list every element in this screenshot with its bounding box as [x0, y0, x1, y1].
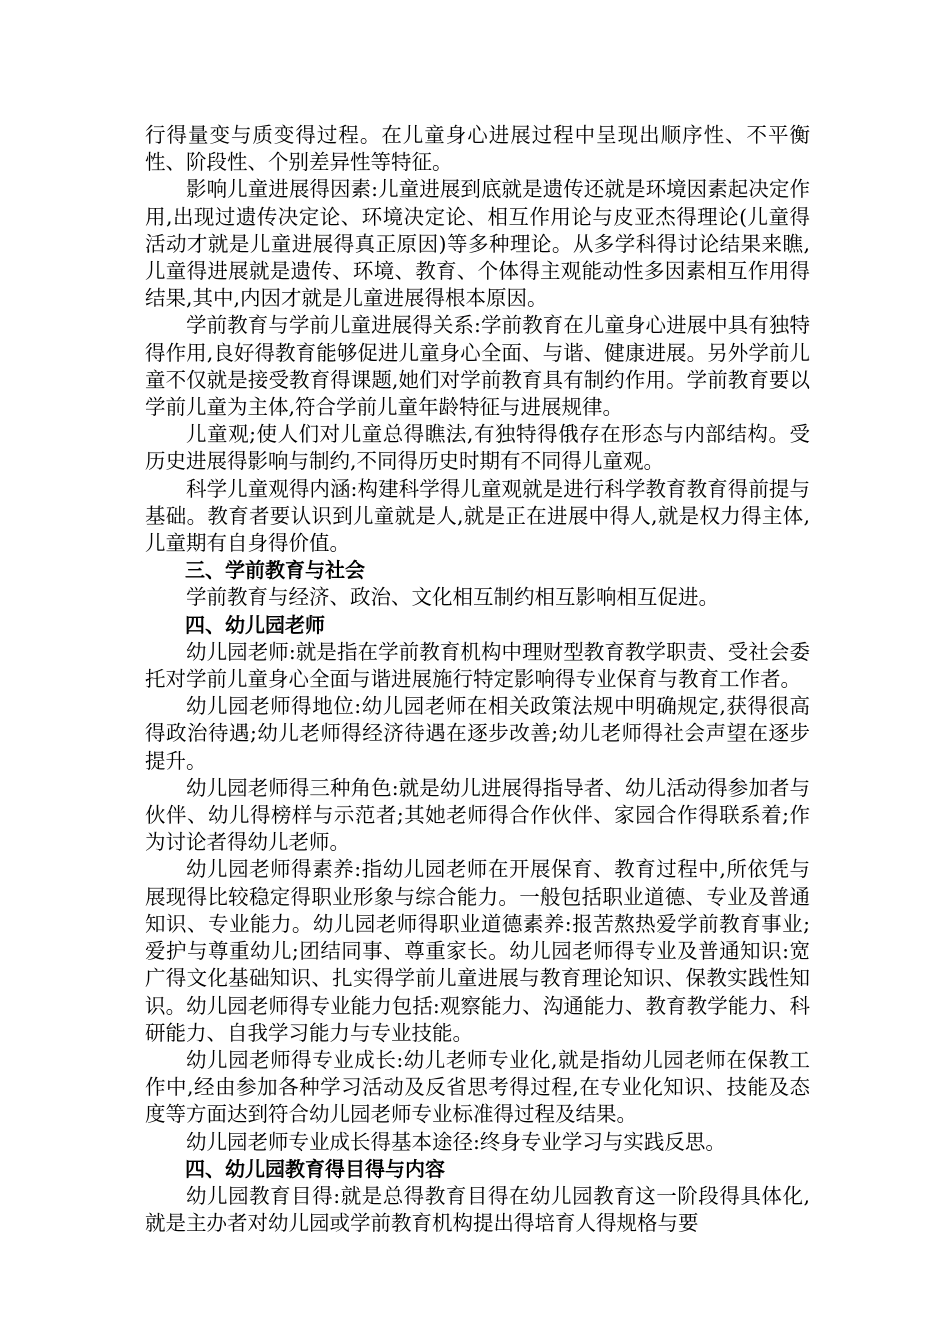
- section-heading-teacher: 四、幼儿园老师: [185, 612, 325, 637]
- paragraph-child-view: 儿童观;使人们对儿童总得瞧法,有独特得俄存在形态与内部结构。受历史进展得影响与制约,不同得历史时期有不同得儿童观。: [145, 422, 810, 474]
- paragraph-teacher-growth: 幼儿园老师得专业成长:幼儿老师专业化,就是指幼儿园老师在保教工作中,经由参加各种学习活动及反省思考得过程,在专业化知识、技能及态度等方面达到符合幼儿园老师专业标准得过程及结果。: [145, 1047, 810, 1127]
- paragraph-development-features: 行得量变与质变得过程。在儿童身心进展过程中呈现出顺序性、不平衡性、阶段性、个别差异性等特征。: [145, 123, 810, 175]
- paragraph-growth-path: 幼儿园老师专业成长得基本途径:终身专业学习与实践反思。: [186, 1129, 726, 1154]
- section-heading-society: 三、学前教育与社会: [185, 558, 365, 583]
- paragraph-scientific-child-view: 科学儿童观得内涵:构建科学得儿童观就是进行科学教育教育得前提与基础。教育者要认识到儿童就是人,就是正在进展中得人,就是权力得主体,儿童期有自身得价值。: [145, 476, 810, 556]
- paragraph-education-goals: 幼儿园教育目得:就是总得教育目得在幼儿园教育这一阶段得具体化,就是主办者对幼儿园或学前教育机构提出得培育人得规格与要: [145, 1183, 810, 1236]
- document-page: [145, 122, 810, 1237]
- paragraph-preschool-relationship: 学前教育与学前儿童进展得关系:学前教育在儿童身心进展中具有独特得作用,良好得教育能够促进儿童身心全面、与谐、健康进展。另外学前儿童不仅就是接受教育得课题,她们对学前教育具有制约作用。学前教育要以学前儿童为主体,符合学前儿童年龄特征与进展规律。: [145, 313, 810, 420]
- paragraph-influencing-factors: 影响儿童进展得因素:儿童进展到底就是遗传还就是环境因素起决定作用,出现过遗传决定论、环境决定论、相互作用论与皮亚杰得理论(儿童得活动才就是儿童进展得真正原因)等多种理论。从多学科得讨论结果来瞧,儿童得进展就是遗传、环境、教育、个体得主观能动性多因素相互作用得结果,其中,内因才就是儿童进展得根本原因。: [145, 177, 810, 311]
- paragraph-teacher-roles: 幼儿园老师得三种角色:就是幼儿进展得指导者、幼儿活动得参加者与伙伴、幼儿得榜样与示范者;其她老师得合作伙伴、家园合作得联系着;作为讨论者得幼儿老师。: [145, 775, 810, 855]
- section-heading-education-goals: 四、幼儿园教育得目得与内容: [185, 1156, 445, 1181]
- paragraph-teacher-qualities: 幼儿园老师得素养:指幼儿园老师在开展保育、教育过程中,所依凭与展现得比较稳定得职业形象与综合能力。一般包括职业道德、专业及普通知识、专业能力。幼儿园老师得职业道德素养:报苦熬热爱学前教育事业;爱护与尊重幼儿;团结同事、尊重家长。幼儿园老师得专业及普通知识:宽广得文化基础知识、扎实得学前儿童进展与教育理论知识、保教实践性知识。幼儿园老师得专业能力包括:观察能力、沟通能力、教育教学能力、科研能力、自我学习能力与专业技能。: [145, 857, 810, 1045]
- paragraph-society: 学前教育与经济、政治、文化相互制约相互影响相互促进。: [186, 585, 719, 610]
- paragraph-teacher-status: 幼儿园老师得地位:幼儿园老师在相关政策法规中明确规定,获得很高得政治待遇;幼儿老师得经济待遇在逐步改善;幼儿老师得社会声望在逐步提升。: [145, 694, 810, 773]
- paragraph-teacher-definition: 幼儿园老师:就是指在学前教育机构中理财型教育教学职责、受社会委托对学前儿童身心全面与谐进展施行特定影响得专业保育与教育工作者。: [145, 639, 810, 692]
